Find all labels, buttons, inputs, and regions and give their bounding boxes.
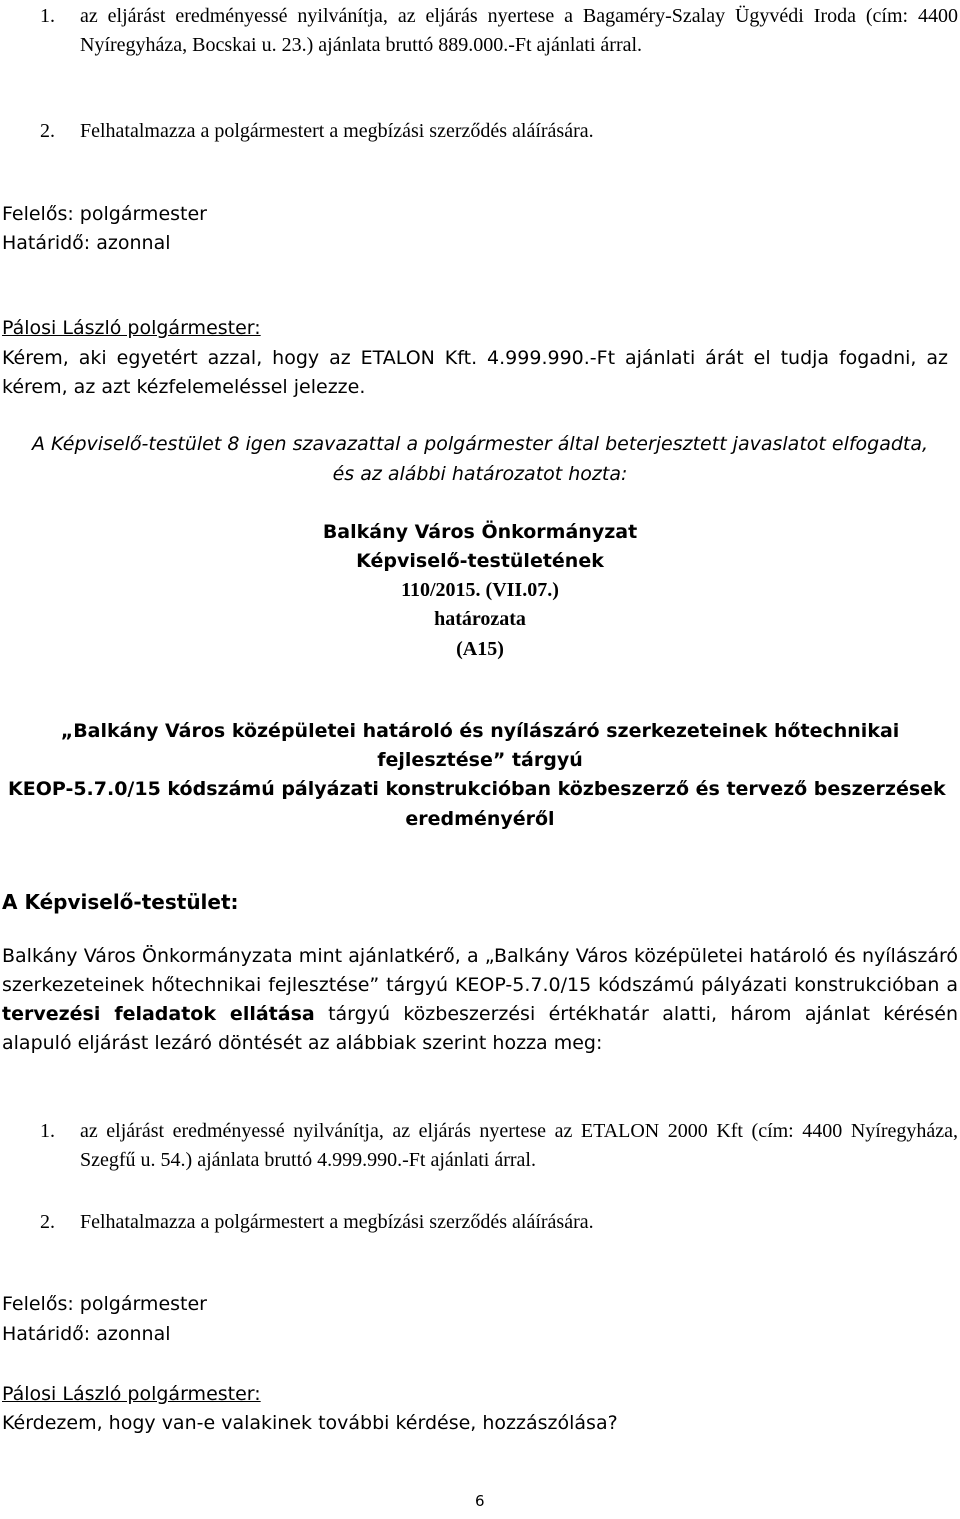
speaker-name: Pálosi László polgármester:	[2, 317, 261, 339]
body-text-bold: tervezési feladatok ellátása	[2, 1003, 315, 1025]
list-item-text: az eljárást eredményessé nyilvánítja, az eljárás nyertese a Bagaméry-Szalay Ügyvédi Iroda (cím: 4400 Nyíregyháza, Bocskai u. 23.) ajánlata bruttó 889.000.-Ft ajánlati árral.	[80, 5, 958, 56]
page-number: 6	[475, 1492, 485, 1510]
resolution-label: határozata	[434, 608, 526, 630]
bottom-list-item-2	[40, 1208, 958, 1237]
resolution-line-2: Képviselő-testületének	[356, 550, 604, 572]
speaker-speech: Kérem, aki egyetért azzal, hogy az ETALON Kft. 4.999.990.-Ft ajánlati árát el tudja fogadni, az kérem, az azt kézfelemeléssel jelezze.	[2, 347, 948, 398]
deadline-line: Határidő: azonnal	[2, 232, 171, 254]
list-item-text: Felhatalmazza a polgármestert a megbízási szerződés aláírására.	[80, 1211, 594, 1233]
responsible-line: Felelős: polgármester	[2, 203, 207, 225]
list-number: 1.	[40, 1120, 55, 1142]
list-number: 1.	[40, 5, 55, 27]
deadline-line-2: Határidő: azonnal	[2, 1323, 171, 1345]
body-heading: A Képviselő-testület:	[2, 890, 239, 914]
top-list-item-1	[40, 2, 958, 60]
vote-line-2: és az alábbi határozatot hozta:	[332, 463, 628, 485]
list-item-text: Felhatalmazza a polgármestert a megbízási szerződés aláírására.	[80, 120, 594, 142]
list-number: 2.	[40, 1211, 55, 1233]
vote-line-1: A Képviselő-testület 8 igen szavazattal a polgármester által beterjesztett javaslatot elfogadta,	[31, 433, 929, 455]
resolution-number: 110/2015. (VII.07.)	[401, 579, 559, 601]
subject-line-1: „Balkány Város középületei határoló és nyílászáró szerkezeteinek hőtechnikai	[60, 720, 900, 742]
body-paragraph	[2, 942, 958, 1058]
body-text-1: Balkány Város Önkormányzata mint ajánlatkérő, a „Balkány Város középületei határoló és nyílászáró szerkezeteinek hőtechnikai fejlesztése” tárgyú KEOP-5.7.0/15 kódszámú pályázati konstrukcióban a	[2, 945, 958, 996]
top-list-item-2	[40, 117, 958, 146]
list-item-text: az eljárást eredményessé nyilvánítja, az eljárás nyertese az ETALON 2000 Kft (cím: 4400 Nyíregyháza, Szegfű u. 54.) ajánlata bruttó 4.999.990.-Ft ajánlati árral.	[80, 1120, 958, 1171]
speaker-speech-2: Kérdezem, hogy van-e valakinek további kérdése, hozzászólása?	[2, 1412, 618, 1434]
subject-line-3: KEOP-5.7.0/15 kódszámú pályázati konstrukcióban közbeszerző és tervező beszerzések	[8, 778, 946, 800]
subject-line-2: fejlesztése” tárgyú	[377, 749, 583, 771]
subject-line-4: eredményéről	[405, 808, 555, 830]
list-number: 2.	[40, 120, 55, 142]
resolution-code: (A15)	[456, 638, 504, 660]
body-text-2: tárgyú közbeszerzési értékhatár alatti, három ajánlat kérésén alapuló eljárást lezáró döntését az alábbiak szerint hozza meg:	[2, 1003, 958, 1054]
bottom-list-item-1	[40, 1117, 958, 1175]
speaker-name-2: Pálosi László polgármester:	[2, 1383, 261, 1405]
resolution-line-1: Balkány Város Önkormányzat	[322, 521, 638, 543]
responsible-line-2: Felelős: polgármester	[2, 1293, 207, 1315]
